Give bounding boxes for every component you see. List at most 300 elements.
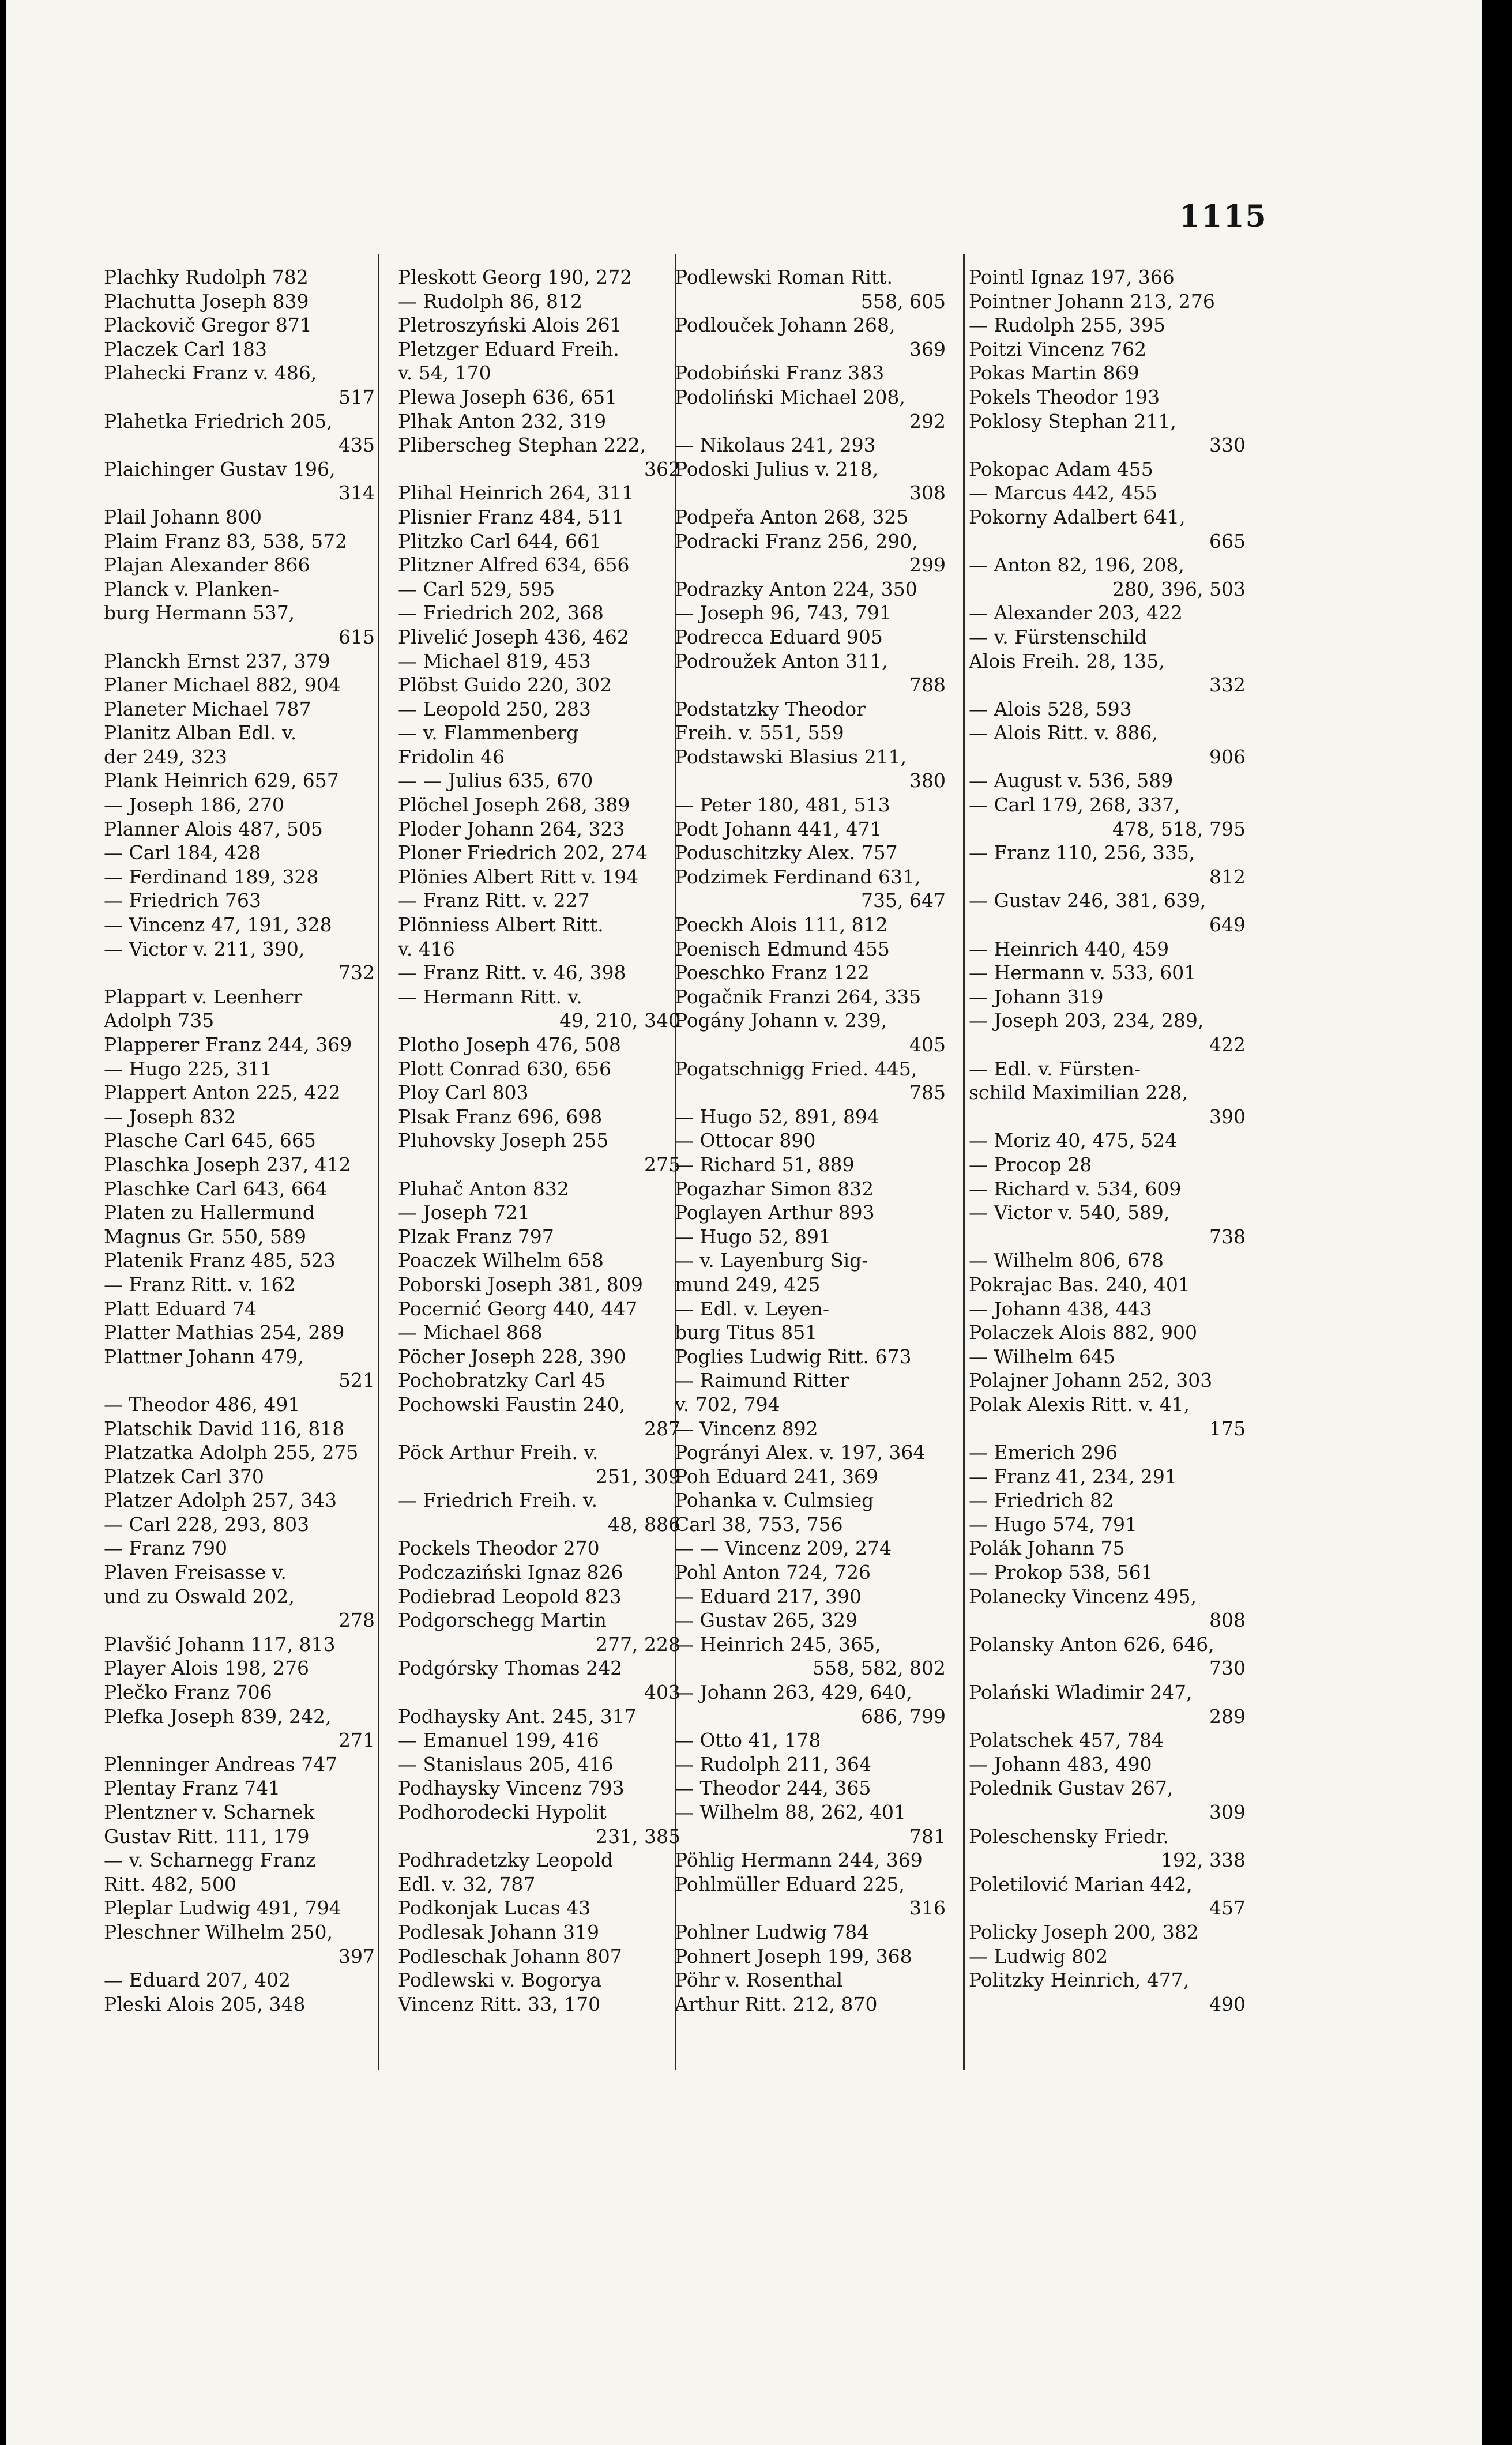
index-entry: Plihal Heinrich 264, 311 xyxy=(398,482,634,505)
index-entry: — Wilhelm 806, 678 xyxy=(969,1249,1164,1272)
index-entry: 397 xyxy=(338,1944,375,1968)
index-entry: Pointl Ignaz 197, 366 xyxy=(969,266,1175,288)
index-entry: — Hugo 52, 891, 894 xyxy=(675,1105,879,1128)
index-entry: Plasche Carl 645, 665 xyxy=(104,1129,316,1152)
index-entry: Pokels Theodor 193 xyxy=(969,385,1160,408)
index-entry: Podhorodecki Hypolit xyxy=(398,1801,607,1823)
index-entry: — Gustav 246, 381, 639, xyxy=(969,889,1206,912)
index-entry: Plsak Franz 696, 698 xyxy=(398,1105,603,1128)
index-entry: — Richard v. 534, 609 xyxy=(969,1177,1182,1200)
index-entry: Plahetka Friedrich 205, xyxy=(104,409,333,432)
index-entry: 330 xyxy=(1209,434,1246,457)
index-entry: 332 xyxy=(1209,674,1246,697)
index-entry: Pohlner Ludwig 784 xyxy=(675,1920,870,1943)
index-entry: — Carl 228, 293, 803 xyxy=(104,1513,310,1536)
index-entry: und zu Oswald 202, xyxy=(104,1585,295,1608)
index-entry: Vincenz Ritt. 33, 170 xyxy=(398,1992,601,2015)
index-entry: Podt Johann 441, 471 xyxy=(675,817,882,840)
index-entry: v. 54, 170 xyxy=(398,362,491,385)
index-entry: Pointner Johann 213, 276 xyxy=(969,289,1215,313)
index-entry: — Peter 180, 481, 513 xyxy=(675,793,890,817)
index-entry: 521 xyxy=(338,1369,375,1392)
index-entry: — Joseph 96, 743, 791 xyxy=(675,601,892,625)
index-entry: Podoliński Michael 208, xyxy=(675,385,905,408)
index-entry: 686, 799 xyxy=(861,1705,946,1728)
index-entry: — Joseph 832 xyxy=(104,1105,236,1128)
index-entry: Pohanka v. Culmsieg xyxy=(675,1489,874,1512)
index-entry: — Johann 438, 443 xyxy=(969,1297,1152,1320)
index-entry: 812 xyxy=(1209,865,1246,888)
index-entry: — Hermann v. 533, 601 xyxy=(969,961,1197,984)
index-entry: — Emanuel 199, 416 xyxy=(398,1729,599,1752)
index-entry: 316 xyxy=(909,1897,946,1920)
index-entry: — Emerich 296 xyxy=(969,1441,1118,1464)
index-entry: Podiebrad Leopold 823 xyxy=(398,1585,622,1608)
index-entry: Plečko Franz 706 xyxy=(104,1681,272,1704)
index-entry: Podlouček Johann 268, xyxy=(675,314,896,337)
index-entry: — Franz 41, 234, 291 xyxy=(969,1465,1177,1488)
index-entry: Poglayen Arthur 893 xyxy=(675,1201,875,1224)
index-entry: Platschik David 116, 818 xyxy=(104,1417,345,1440)
index-entry: Poeschko Franz 122 xyxy=(675,961,870,984)
index-entry: Planitz Alban Edl. v. xyxy=(104,721,297,744)
index-entry: — Raimund Ritter xyxy=(675,1369,849,1392)
index-entry: Plenninger Andreas 747 xyxy=(104,1752,338,1776)
index-entry: Platt Eduard 74 xyxy=(104,1297,257,1320)
book-page xyxy=(6,0,1482,2445)
index-entry: Plentay Franz 741 xyxy=(104,1777,281,1800)
index-entry: Ploder Johann 264, 323 xyxy=(398,817,625,840)
index-entry: — Friedrich 202, 368 xyxy=(398,601,604,625)
index-entry: — — Vincenz 209, 274 xyxy=(675,1537,892,1560)
index-entry: Pöcher Joseph 228, 390 xyxy=(398,1345,626,1368)
index-entry: — Carl 184, 428 xyxy=(104,841,261,864)
index-entry: Polanecky Vincenz 495, xyxy=(969,1585,1197,1608)
index-entry: 649 xyxy=(1209,913,1246,936)
index-entry: Planck v. Planken- xyxy=(104,577,279,600)
column-rule-1 xyxy=(378,254,379,2070)
index-entry: Plotho Joseph 476, 508 xyxy=(398,1033,621,1056)
index-entry: Podracki Franz 256, 290, xyxy=(675,529,918,552)
index-entry: 299 xyxy=(909,554,946,577)
index-entry: — Carl 529, 595 xyxy=(398,577,555,600)
index-entry: — Victor v. 211, 390, xyxy=(104,937,305,960)
index-entry: Plavšić Johann 117, 813 xyxy=(104,1632,336,1656)
index-entry: Podhaysky Ant. 245, 317 xyxy=(398,1705,637,1728)
index-column-1 xyxy=(104,265,375,2016)
index-entry: — Rudolph 86, 812 xyxy=(398,289,582,313)
index-entry: Pokopac Adam 455 xyxy=(969,457,1153,480)
index-entry: 735, 647 xyxy=(861,889,946,912)
index-entry: 275 xyxy=(644,1153,680,1176)
index-entry: — Rudolph 255, 395 xyxy=(969,314,1165,337)
index-entry: 280, 396, 503 xyxy=(1112,577,1246,600)
index-entry: — Edl. v. Leyen- xyxy=(675,1297,829,1320)
index-entry: Plhak Anton 232, 319 xyxy=(398,409,607,432)
index-entry: Plaschke Carl 643, 664 xyxy=(104,1177,328,1200)
index-entry: Plahecki Franz v. 486, xyxy=(104,362,317,385)
index-entry: Pöhlig Hermann 244, 369 xyxy=(675,1849,923,1872)
index-entry: 781 xyxy=(909,1825,946,1848)
index-entry: — Alexander 203, 422 xyxy=(969,601,1183,625)
index-entry: — Ottocar 890 xyxy=(675,1129,816,1152)
index-entry: Plappart v. Leenherr xyxy=(104,985,303,1008)
index-entry: — Wilhelm 88, 262, 401 xyxy=(675,1801,906,1823)
index-entry: Plachutta Joseph 839 xyxy=(104,289,309,313)
index-entry: 615 xyxy=(338,625,375,648)
index-entry: — Richard 51, 889 xyxy=(675,1153,855,1176)
index-entry: Podoski Julius v. 218, xyxy=(675,457,879,480)
index-entry: 362 xyxy=(644,457,680,480)
index-entry: Plaven Freisasse v. xyxy=(104,1561,287,1584)
index-entry: Podstatzky Theodor xyxy=(675,697,866,720)
index-entry: Pogrányi Alex. v. 197, 364 xyxy=(675,1441,926,1464)
index-entry: Plaichinger Gustav 196, xyxy=(104,457,336,480)
index-entry: Polansky Anton 626, 646, xyxy=(969,1632,1214,1656)
index-entry: Poenisch Edmund 455 xyxy=(675,937,890,960)
index-entry: 808 xyxy=(1209,1609,1246,1632)
index-entry: Planer Michael 882, 904 xyxy=(104,674,341,697)
index-entry: — Eduard 217, 390 xyxy=(675,1585,862,1608)
index-entry: Podgorschegg Martin xyxy=(398,1609,607,1632)
index-entry: — Ludwig 802 xyxy=(969,1944,1108,1968)
index-entry: Plapperer Franz 244, 369 xyxy=(104,1033,352,1056)
index-entry: Podhradetzky Leopold xyxy=(398,1849,613,1872)
index-entry: 289 xyxy=(1209,1705,1246,1728)
index-entry: Poeckh Alois 111, 812 xyxy=(675,913,888,936)
index-entry: 478, 518, 795 xyxy=(1112,817,1246,840)
index-entry: 906 xyxy=(1209,745,1246,768)
index-entry: — Friedrich Freih. v. xyxy=(398,1489,598,1512)
index-entry: Pochowski Faustin 240, xyxy=(398,1393,626,1416)
index-entry: Podlesak Johann 319 xyxy=(398,1920,600,1943)
index-entry: Pohlmüller Eduard 225, xyxy=(675,1872,905,1895)
index-entry: Polaczek Alois 882, 900 xyxy=(969,1321,1198,1344)
index-entry: Arthur Ritt. 212, 870 xyxy=(675,1992,878,2015)
index-entry: Poduschitzky Alex. 757 xyxy=(675,841,898,864)
index-entry: Plattner Johann 479, xyxy=(104,1345,304,1368)
index-entry: Podlewski v. Bogorya xyxy=(398,1969,602,1992)
index-entry: — Victor v. 540, 589, xyxy=(969,1201,1170,1224)
index-entry: Poh Eduard 241, 369 xyxy=(675,1465,878,1488)
index-entry: — Franz Ritt. v. 46, 398 xyxy=(398,961,626,984)
index-entry: Plöchel Joseph 268, 389 xyxy=(398,793,630,817)
index-entry: 732 xyxy=(338,961,375,984)
index-entry: 292 xyxy=(909,409,946,432)
index-entry: Platzek Carl 370 xyxy=(104,1465,264,1488)
index-entry: Plajan Alexander 866 xyxy=(104,554,310,577)
index-entry: Pleschner Wilhelm 250, xyxy=(104,1920,333,1943)
index-entry: 48, 886 xyxy=(608,1513,680,1536)
index-entry: Plönniess Albert Ritt. xyxy=(398,913,604,936)
index-entry: Plank Heinrich 629, 657 xyxy=(104,769,339,792)
index-entry: Pluhač Anton 832 xyxy=(398,1177,569,1200)
index-entry: Pogazhar Simon 832 xyxy=(675,1177,874,1200)
index-entry: Pleskott Georg 190, 272 xyxy=(398,266,633,288)
index-entry: — Theodor 244, 365 xyxy=(675,1777,871,1800)
index-entry: 175 xyxy=(1209,1417,1246,1440)
index-entry: — v. Layenburg Sig- xyxy=(675,1249,868,1272)
index-entry: — Joseph 721 xyxy=(398,1201,530,1224)
index-entry: Pluhovsky Joseph 255 xyxy=(398,1129,609,1152)
index-entry: Platter Mathias 254, 289 xyxy=(104,1321,345,1344)
index-entry: burg Titus 851 xyxy=(675,1321,818,1344)
index-entry: 405 xyxy=(909,1033,946,1056)
index-entry: Player Alois 198, 276 xyxy=(104,1657,310,1680)
index-entry: — Rudolph 211, 364 xyxy=(675,1752,871,1776)
column-rule-3 xyxy=(963,254,965,2070)
index-entry: v. 416 xyxy=(398,937,455,960)
index-entry: Podzimek Ferdinand 631, xyxy=(675,865,921,888)
index-entry: Carl 38, 753, 756 xyxy=(675,1513,843,1536)
index-entry: Platzer Adolph 257, 343 xyxy=(104,1489,337,1512)
index-entry: Plappert Anton 225, 422 xyxy=(104,1081,341,1104)
index-entry: Gustav Ritt. 111, 179 xyxy=(104,1825,310,1848)
index-entry: Pogány Johann v. 239, xyxy=(675,1009,887,1032)
index-entry: — Alois Ritt. v. 886, xyxy=(969,721,1158,744)
index-entry: 309 xyxy=(1209,1801,1246,1823)
index-entry: — v. Flammenberg xyxy=(398,721,579,744)
index-entry: Plaschka Joseph 237, 412 xyxy=(104,1153,351,1176)
index-entry: Plitzko Carl 644, 661 xyxy=(398,529,602,552)
index-entry: Podlewski Roman Ritt. xyxy=(675,266,893,288)
index-entry: Podpeřa Anton 268, 325 xyxy=(675,505,909,528)
index-entry: der 249, 323 xyxy=(104,745,227,768)
index-column-2 xyxy=(398,265,680,2016)
index-entry: Poitzi Vincenz 762 xyxy=(969,337,1147,360)
index-entry: Ritt. 482, 500 xyxy=(104,1872,236,1895)
index-entry: Polański Wladimir 247, xyxy=(969,1681,1193,1704)
index-entry: — Joseph 203, 234, 289, xyxy=(969,1009,1204,1032)
index-entry: 251, 309 xyxy=(596,1465,680,1488)
page-number: 1115 xyxy=(1179,199,1267,234)
index-entry: Podgórsky Thomas 242 xyxy=(398,1657,623,1680)
index-entry: — Friedrich 82 xyxy=(969,1489,1114,1512)
index-entry: Adolph 735 xyxy=(104,1009,215,1032)
index-entry: Policky Joseph 200, 382 xyxy=(969,1920,1199,1943)
index-entry: Pocernić Georg 440, 447 xyxy=(398,1297,638,1320)
index-entry: 271 xyxy=(338,1729,375,1752)
index-entry: — v. Fürstenschild xyxy=(969,625,1148,648)
index-entry: 435 xyxy=(338,434,375,457)
index-entry: Podhaysky Vincenz 793 xyxy=(398,1777,625,1800)
index-entry: — Franz Ritt. v. 162 xyxy=(104,1273,296,1296)
index-entry: Plzak Franz 797 xyxy=(398,1225,554,1248)
index-entry: — Procop 28 xyxy=(969,1153,1092,1176)
index-entry: Planeter Michael 787 xyxy=(104,697,311,720)
index-entry: — Franz 790 xyxy=(104,1537,227,1560)
index-entry: Ploner Friedrich 202, 274 xyxy=(398,841,648,864)
index-entry: 287 xyxy=(644,1417,680,1440)
index-entry: Platen zu Hallermund xyxy=(104,1201,315,1224)
index-entry: 490 xyxy=(1209,1992,1246,2015)
index-entry: Pogatschnigg Fried. 445, xyxy=(675,1057,917,1080)
index-entry: Poborski Joseph 381, 809 xyxy=(398,1273,643,1296)
index-entry: 192, 338 xyxy=(1161,1849,1246,1872)
index-entry: Pokas Martin 869 xyxy=(969,362,1139,385)
index-entry: mund 249, 425 xyxy=(675,1273,821,1296)
index-entry: Pohnert Joseph 199, 368 xyxy=(675,1944,912,1968)
index-entry: Alois Freih. 28, 135, xyxy=(969,649,1165,672)
index-entry: Polatschek 457, 784 xyxy=(969,1729,1164,1752)
index-entry: v. 702, 794 xyxy=(675,1393,780,1416)
index-entry: — Michael 868 xyxy=(398,1321,543,1344)
index-entry: — Hermann Ritt. v. xyxy=(398,985,582,1008)
index-entry: 558, 582, 802 xyxy=(813,1657,946,1680)
index-entry: Plivelić Joseph 436, 462 xyxy=(398,625,629,648)
index-entry: — Johann 319 xyxy=(969,985,1104,1008)
index-entry: Podstawski Blasius 211, xyxy=(675,745,907,768)
index-entry: Edl. v. 32, 787 xyxy=(398,1872,536,1895)
index-column-3 xyxy=(675,265,946,2016)
index-entry: Fridolin 46 xyxy=(398,745,505,768)
index-entry: — Hugo 52, 891 xyxy=(675,1225,831,1248)
index-entry: — Michael 819, 453 xyxy=(398,649,591,672)
index-entry: — Franz Ritt. v. 227 xyxy=(398,889,590,912)
index-entry: — August v. 536, 589 xyxy=(969,769,1174,792)
index-entry: Podrecca Eduard 905 xyxy=(675,625,883,648)
index-entry: Pletzger Eduard Freih. xyxy=(398,337,619,360)
index-entry: 517 xyxy=(338,385,375,408)
index-entry: Pleski Alois 205, 348 xyxy=(104,1992,306,2015)
index-entry: 457 xyxy=(1209,1897,1246,1920)
index-entry: — Vincenz 47, 191, 328 xyxy=(104,913,332,936)
index-entry: — v. Scharnegg Franz xyxy=(104,1849,316,1872)
index-entry: — Carl 179, 268, 337, xyxy=(969,793,1180,817)
index-entry: Plewa Joseph 636, 651 xyxy=(398,385,618,408)
index-entry: Pohl Anton 724, 726 xyxy=(675,1561,871,1584)
index-entry: — Franz 110, 256, 335, xyxy=(969,841,1195,864)
index-entry: Plackovič Gregor 871 xyxy=(104,314,312,337)
index-entry: — Hugo 225, 311 xyxy=(104,1057,272,1080)
index-entry: Pleplar Ludwig 491, 794 xyxy=(104,1897,341,1920)
index-entry: — Eduard 207, 402 xyxy=(104,1969,291,1992)
index-entry: schild Maximilian 228, xyxy=(969,1081,1188,1104)
index-entry: — Vincenz 892 xyxy=(675,1417,818,1440)
index-entry: — Heinrich 245, 365, xyxy=(675,1632,881,1656)
index-entry: — Prokop 538, 561 xyxy=(969,1561,1153,1584)
index-entry: — Friedrich 763 xyxy=(104,889,261,912)
index-entry: — Otto 41, 178 xyxy=(675,1729,821,1752)
index-entry: — Stanislaus 205, 416 xyxy=(398,1752,614,1776)
index-entry: 277, 228 xyxy=(596,1632,680,1656)
index-entry: 730 xyxy=(1209,1657,1246,1680)
index-entry: 665 xyxy=(1209,529,1246,552)
index-entry: Planner Alois 487, 505 xyxy=(104,817,323,840)
index-entry: Ploy Carl 803 xyxy=(398,1081,529,1104)
index-entry: Platzatka Adolph 255, 275 xyxy=(104,1441,359,1464)
index-entry: 278 xyxy=(338,1609,375,1632)
index-entry: Pletroszyński Alois 261 xyxy=(398,314,622,337)
index-entry: — — Julius 635, 670 xyxy=(398,769,593,792)
index-entry: 788 xyxy=(909,674,946,697)
index-entry: Polajner Johann 252, 303 xyxy=(969,1369,1213,1392)
index-entry: Plöbst Guido 220, 302 xyxy=(398,674,612,697)
index-entry: Podczaziński Ignaz 826 xyxy=(398,1561,623,1584)
index-entry: 558, 605 xyxy=(861,289,946,313)
index-entry: Podleschak Johann 807 xyxy=(398,1944,622,1968)
index-entry: Podroužek Anton 311, xyxy=(675,649,888,672)
index-entry: — Moriz 40, 475, 524 xyxy=(969,1129,1178,1152)
index-entry: 314 xyxy=(338,482,375,505)
index-entry: 785 xyxy=(909,1081,946,1104)
index-entry: Pöck Arthur Freih. v. xyxy=(398,1441,599,1464)
index-entry: Plaim Franz 83, 538, 572 xyxy=(104,529,348,552)
index-entry: Plachky Rudolph 782 xyxy=(104,266,309,288)
index-entry: — Leopold 250, 283 xyxy=(398,697,591,720)
index-entry: Podkonjak Lucas 43 xyxy=(398,1897,591,1920)
index-entry: 403 xyxy=(644,1681,680,1704)
index-entry: Pöhr v. Rosenthal xyxy=(675,1969,843,1992)
index-entry: — Marcus 442, 455 xyxy=(969,482,1157,505)
index-entry: Poglies Ludwig Ritt. 673 xyxy=(675,1345,912,1368)
index-entry: Pokrajac Bas. 240, 401 xyxy=(969,1273,1190,1296)
index-entry: 308 xyxy=(909,482,946,505)
index-entry: — Gustav 265, 329 xyxy=(675,1609,858,1632)
index-entry: Plitzner Alfred 634, 656 xyxy=(398,554,630,577)
index-entry: Planckh Ernst 237, 379 xyxy=(104,649,330,672)
index-entry: 49, 210, 340 xyxy=(559,1009,680,1032)
index-entry: Plefka Joseph 839, 242, xyxy=(104,1705,332,1728)
index-entry: — Alois 528, 593 xyxy=(969,697,1132,720)
index-entry: Plott Conrad 630, 656 xyxy=(398,1057,612,1080)
index-entry: Plail Johann 800 xyxy=(104,505,262,528)
index-entry: — Anton 82, 196, 208, xyxy=(969,554,1184,577)
index-entry: — Joseph 186, 270 xyxy=(104,793,284,817)
index-entry: — Johann 483, 490 xyxy=(969,1752,1152,1776)
index-entry: Poleschensky Friedr. xyxy=(969,1825,1169,1848)
index-entry: Pokorny Adalbert 641, xyxy=(969,505,1186,528)
index-entry: — Heinrich 440, 459 xyxy=(969,937,1169,960)
index-column-4 xyxy=(969,265,1246,2016)
index-entry: 390 xyxy=(1209,1105,1246,1128)
index-entry: 422 xyxy=(1209,1033,1246,1056)
index-entry: Podobiński Franz 383 xyxy=(675,362,885,385)
index-entry: — Nikolaus 241, 293 xyxy=(675,434,876,457)
index-entry: — Theodor 486, 491 xyxy=(104,1393,300,1416)
index-entry: Platenik Franz 485, 523 xyxy=(104,1249,336,1272)
index-entry: Plisnier Franz 484, 511 xyxy=(398,505,625,528)
index-entry: Pliberscheg Stephan 222, xyxy=(398,434,646,457)
index-entry: Poaczek Wilhelm 658 xyxy=(398,1249,604,1272)
index-entry: Plönies Albert Ritt v. 194 xyxy=(398,865,639,888)
index-entry: burg Hermann 537, xyxy=(104,601,295,625)
index-entry: — Edl. v. Fürsten- xyxy=(969,1057,1141,1080)
index-entry: Plentzner v. Scharnek xyxy=(104,1801,315,1823)
index-entry: Pochobratzky Carl 45 xyxy=(398,1369,606,1392)
index-entry: Polák Johann 75 xyxy=(969,1537,1125,1560)
index-entry: Politzky Heinrich, 477, xyxy=(969,1969,1190,1992)
index-entry: Freih. v. 551, 559 xyxy=(675,721,844,744)
index-entry: — Johann 263, 429, 640, xyxy=(675,1681,912,1704)
index-entry: Pockels Theodor 270 xyxy=(398,1537,600,1560)
index-entry: Poklosy Stephan 211, xyxy=(969,409,1176,432)
index-entry: — Wilhelm 645 xyxy=(969,1345,1116,1368)
index-entry: — Ferdinand 189, 328 xyxy=(104,865,319,888)
index-entry: Polak Alexis Ritt. v. 41, xyxy=(969,1393,1190,1416)
index-entry: 231, 385 xyxy=(596,1825,680,1848)
index-entry: Placzek Carl 183 xyxy=(104,337,268,360)
index-entry: Magnus Gr. 550, 589 xyxy=(104,1225,306,1248)
index-entry: 738 xyxy=(1209,1225,1246,1248)
index-entry: — Hugo 574, 791 xyxy=(969,1513,1137,1536)
index-entry: 380 xyxy=(909,769,946,792)
index-entry: Poletilović Marian 442, xyxy=(969,1872,1193,1895)
index-entry: 369 xyxy=(909,337,946,360)
index-entry: Polednik Gustav 267, xyxy=(969,1777,1174,1800)
index-entry: Pogačnik Franzi 264, 335 xyxy=(675,985,922,1008)
index-entry: Podrazky Anton 224, 350 xyxy=(675,577,917,600)
